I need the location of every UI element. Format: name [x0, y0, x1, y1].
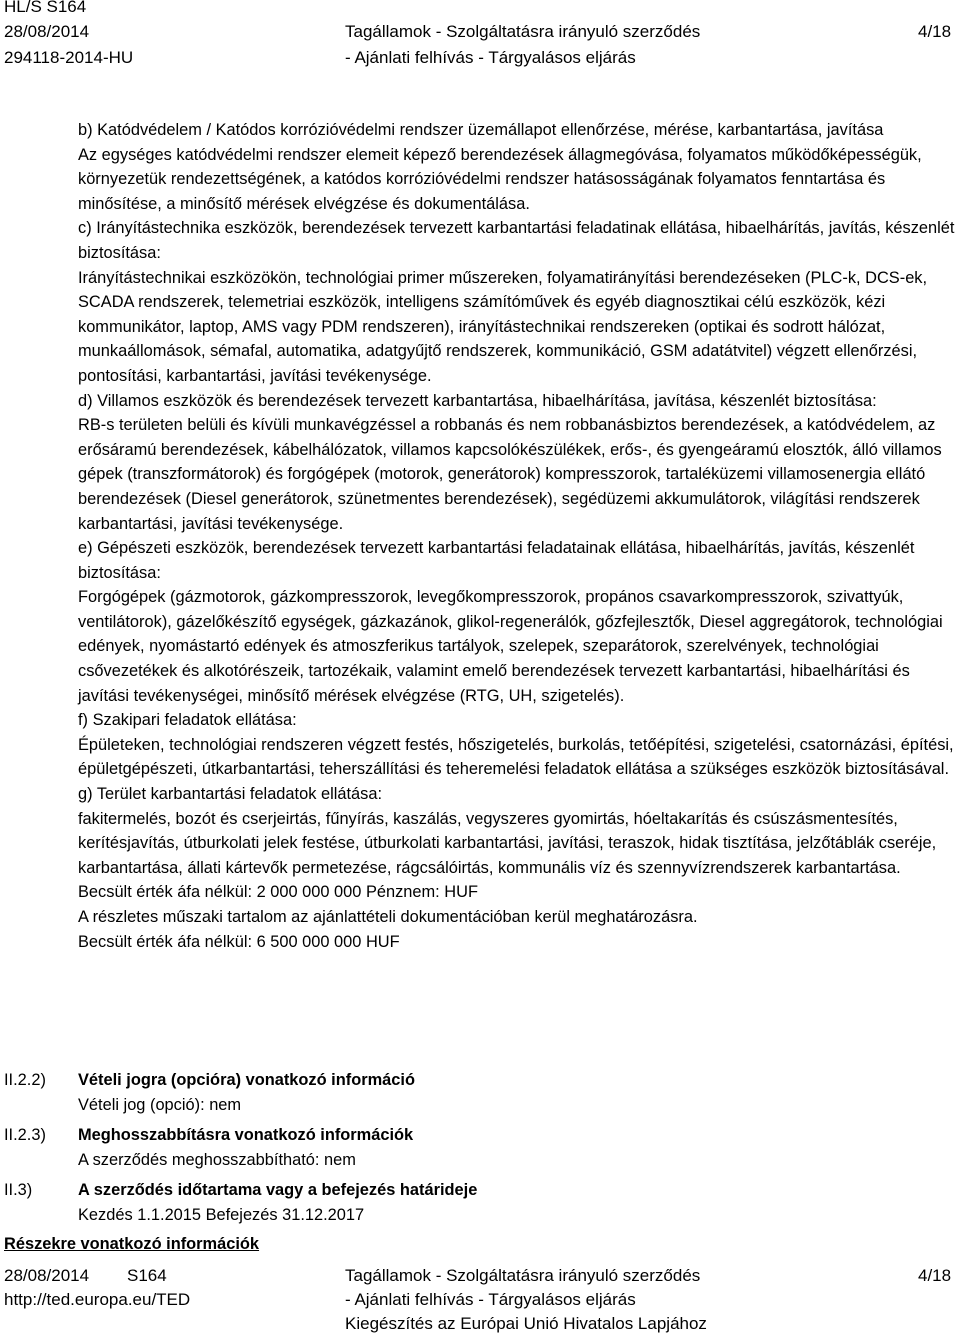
- section-text: Kezdés 1.1.2015 Befejezés 31.12.2017: [78, 1205, 365, 1224]
- footer-date: 28/08/2014: [4, 1266, 90, 1285]
- section-number: II.3): [4, 1181, 33, 1199]
- paragraph-e-text: Forgógépek (gázmotorok, gázkompresszorok, levegőkompresszorok, propános csavarkompresszorok, szivattyúk, ventilátorok), gázelőkészítő egységek, gázkazánok, glikol-regenerálók, gőzfejlesztők, Diesel aggregátorok, technológiai edények, nyomástartó edények és atmoszferikus tartályok, szelepek, szeparátorok, szerelvények, technológiai csővezetékek és alkotórészeik, tartozékaik, valamint emelő berendezések tervezett karbantartási, hibaelhárítási és javítási tevékenységei, minősítő mérések elvégzése (RTG, UH, szigetelés).: [78, 588, 943, 705]
- header-title-line1: Tagállamok - Szolgáltatásra irányuló szerződés: [345, 22, 701, 41]
- paragraph-b-text: Az egységes katódvédelmi rendszer elemeit képező berendezések állagmegóvása, folyamatos működőképességük, környezetük rendezettségének, a katódos korrózióvédelmi rendszer hatásosságának folyamatos fenntartása és minősítése, a minősítő mérések elvégzése és dokumentálása.: [78, 145, 922, 213]
- section-title: A szerződés időtartama vagy a befejezés határideje: [78, 1181, 478, 1199]
- total-estimated-value: Becsült érték áfa nélkül: 6 500 000 000 HUF: [78, 932, 400, 951]
- paragraph-g-heading: g) Terület karbantartási feladatok ellátása:: [78, 785, 383, 804]
- section-extension-info: [78, 1123, 948, 1172]
- footer-page-number: 4/18: [918, 1266, 952, 1285]
- section-text: Vételi jog (opció): nem: [78, 1095, 242, 1114]
- paragraph-b-heading: b) Katódvédelem / Katódos korrózióvédelmi rendszer üzemállapot ellenőrzése, mérése, karbantartása, javítása: [78, 121, 884, 139]
- notice-id: 294118-2014-HU: [4, 48, 134, 67]
- header-page-number: 4/18: [918, 22, 952, 41]
- paragraph-e-heading: e) Gépészeti eszközök, berendezések tervezett karbantartási feladatainak ellátása, hibaelhárítás, javítás, készenlét biztosítása:: [78, 539, 915, 582]
- technical-content-note: A részletes műszaki tartalom az ajánlattételi dokumentációban kerül meghatározásra.: [78, 908, 698, 926]
- section-text: A szerződés meghosszabbítható: nem: [78, 1150, 356, 1169]
- footer-series: S164: [127, 1266, 167, 1285]
- section-number: II.2.3): [4, 1126, 46, 1144]
- paragraph-c-text: Irányítástechnikai eszközökön, technológiai primer műszereken, folyamatirányítási berendezéseken (PLC-k, DCS-ek, SCADA rendszerek, telemetriai eszközök, intelligens számítóművek és egyéb diagnosztikai célú eszközök, kézi kommunikátor, laptop, AMS vagy PDM rendszeren), irányítástechnikai rendszereken (optikai és sodrott hálózat, munkaállomások, sémafal, automatika, adatgyűjtő rendszerek, kommunikáció, GSM adatátvitel) végzett ellenőrzési, pontosítási, karbantartási, javítási tevékenysége.: [78, 268, 928, 385]
- paragraph-d-text: RB-s területen belüli és kívüli munkavégzéssel a robbanás és nem robbanásbiztos berendezések, a katódvédelem, az erősáramú berendezések, kábelhálózatok, villamos kapcsolókészülékek, erős-, és gyengeáramú elosztók, álló villamos gépek (transzformátorok) és forgógépek (motorok, generátorok) kompresszorok, tartaléküzemi villamosenergia ellátó berendezések (Diesel generátorok, szünetmentes berendezések), segédüzemi akkumulátorok, világítási rendszerek karbantartási, javítási tevékenysége.: [78, 416, 942, 533]
- paragraph-c-heading: c) Irányítástechnika eszközök, berendezések tervezett karbantartási feladatinak ellátása, hibaelhárítás, javítás, készenlét biztosítása:: [78, 219, 955, 262]
- footer-url-link[interactable]: http://ted.europa.eu/TED: [4, 1290, 191, 1309]
- paragraph-f-text: Épületeken, technológiai rendszeren végzett festés, hőszigetelés, burkolás, tetőépítési, szigetelési, csatornázási, építési, épületgépészeti, útkarbantartási, teherszállítási és teheremelési feladatok ellátása a szükséges eszközök biztosításával.: [78, 735, 954, 779]
- paragraph-f-heading: f) Szakipari feladatok ellátása:: [78, 711, 297, 730]
- section-title: Vételi jogra (opcióra) vonatkozó információ: [78, 1071, 415, 1089]
- section-contract-duration: [78, 1178, 948, 1227]
- section-number: II.2.2): [4, 1071, 46, 1089]
- estimated-value-line: Becsült érték áfa nélkül: 2 000 000 000 Pénznem: HUF: [78, 883, 478, 902]
- lots-info-link[interactable]: Részekre vonatkozó információk: [4, 1235, 260, 1253]
- paragraph-d-heading: d) Villamos eszközök és berendezések tervezett karbantartása, hibaelhárítása, javítása, készenlét biztosítása:: [78, 391, 877, 410]
- section-title: Meghosszabbításra vonatkozó információk: [78, 1126, 414, 1144]
- header-date: 28/08/2014: [4, 22, 90, 41]
- section-option-info: [78, 1068, 948, 1117]
- footer-title-line2: - Ajánlati felhívás - Tárgyalásos eljárás: [345, 1290, 636, 1309]
- doc-id: HL/S S164: [4, 0, 87, 16]
- footer-title-line1: Tagállamok - Szolgáltatásra irányuló szerződés: [345, 1266, 701, 1285]
- document-body: [78, 118, 956, 954]
- header-title-line2: - Ajánlati felhívás - Tárgyalásos eljárás: [345, 48, 636, 67]
- paragraph-g-text: fakitermelés, bozót és cserjeirtás, fűnyírás, kaszálás, vegyszeres gyomirtás, hóeltakarítás és csúszásmentesítés, kerítésjavítás, útburkolati jelek festése, útburkolati karbantartási, javítási, teraszok, hidak tisztítása, jelzőtáblák cseréje, karbantartása, állati kártevők permetezése, rágcsálóirtás, kommunális víz és szennyvízrendszerek karbantartása.: [78, 809, 937, 877]
- footer-title-line3: Kiegészítés az Európai Unió Hivatalos Lapjához: [345, 1314, 707, 1333]
